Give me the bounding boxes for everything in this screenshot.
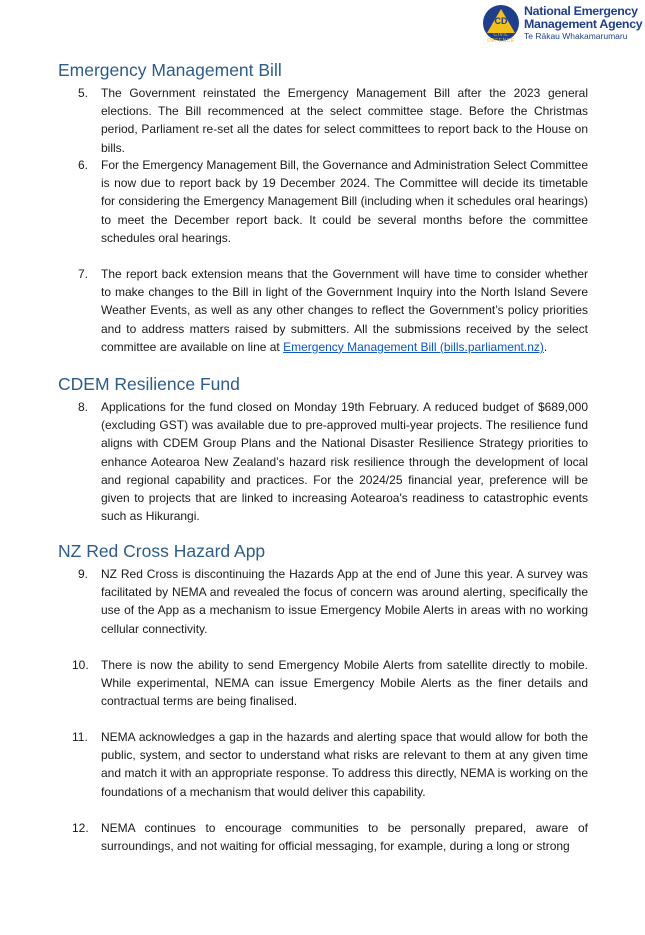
item-number: 12.	[72, 821, 89, 835]
item-number: 9.	[78, 567, 89, 581]
section-heading-nz-red-cross-hazard-app: NZ Red Cross Hazard App	[58, 541, 266, 561]
item-number: 8.	[78, 400, 89, 414]
item-number: 7.	[78, 267, 89, 281]
item-text: There is now the ability to send Emergency Mobile Alerts from satellite directly to mobile. While experimental, NEMA can issue Emergency Mobile Alerts as the finer details and contractual terms are being finalised.	[101, 658, 588, 709]
logo-line-2: Management Agency	[524, 16, 643, 31]
nema-logo	[483, 3, 643, 43]
logo-line-3: Te Rākau Whakamarumaru	[524, 31, 628, 42]
item-text: For the Emergency Management Bill, the Governance and Administration Select Committee is now due to report back by 19 December 2024. The Committee will decide its timetable for considering the Emergency Management Bill (including when it schedules oral hearings) to meet the December report back. It could be several months before the committee schedules oral hearings.	[101, 158, 588, 245]
item-text-with-link	[101, 265, 588, 356]
list-item-6	[58, 156, 588, 247]
list-item-11	[58, 728, 588, 801]
section-heading-cdem-resilience-fund: CDEM Resilience Fund	[58, 374, 240, 394]
list-item-5	[58, 84, 588, 157]
emergency-management-bill-link[interactable]: Emergency Management Bill (bills.parliament.nz)	[283, 339, 544, 354]
badge-text: CD	[494, 16, 508, 26]
item-text: The report back extension means that the Government will have time to consider whether to make changes to the Bill in light of the Government Inquiry into the North Island Severe Weather Events, as well as any other changes to reflect the Government’s policy priorities and to address matters raised by submitters. All the submissions received by the select committee are available on line at	[101, 267, 588, 354]
item-number: 5.	[78, 86, 89, 100]
logo-wordmark	[524, 5, 642, 40]
item-text: Applications for the fund closed on Monday 19th February. A reduced budget of $689,000 (excluding GST) was available due to pre-approved multi-year projects. The resilience fund aligns with CDEM Group Plans and the National Disaster Resilience Strategy priorities to enhance Aotearoa New Zealand’s hazard risk resilience through the development of local and regional capability and practices. For the 2024/25 financial year, preference will be given to projects that are linked to increasing Aotearoa's readiness to catastrophic events such as Hikurangi.	[101, 400, 588, 524]
section-heading-emergency-management-bill: Emergency Management Bill	[58, 60, 282, 80]
item-text: NZ Red Cross is discontinuing the Hazards App at the end of June this year. A survey was facilitated by NEMA and revealed the focus of concern was around alerting, specifically the use of the App as a mechanism to issue Emergency Mobile Alerts in areas with no working cellular connectivity.	[101, 567, 588, 636]
item-text: The Government reinstated the Emergency Management Bill after the 2023 general elections. The Bill recommenced at the select committee stage. Before the Christmas period, Parliament re-set all the dates for select committees to report back to the House on bills.	[101, 86, 588, 155]
logo-line-1: National Emergency	[524, 4, 638, 19]
item-text: NEMA continues to encourage communities to be personally prepared, aware of surroundings, and not waiting for official messaging, for example, during a long or strong	[101, 821, 588, 854]
item-number: 6.	[78, 158, 89, 172]
list-item-9	[58, 565, 588, 638]
list-item-12	[58, 819, 588, 855]
list-item-7	[58, 265, 588, 356]
item-number: 11.	[72, 730, 88, 744]
badge-ring-text: CIVIL DEFENCE	[487, 32, 515, 44]
item-number: 10.	[72, 658, 89, 672]
list-item-8	[58, 398, 588, 525]
list-item-10	[58, 656, 588, 711]
item-text-end: .	[543, 339, 548, 354]
item-text: NEMA acknowledges a gap in the hazards and alerting space that would allow for both the public, system, and sector to understand what risks are relevant to them at any given time and match it with an appropriate response. To address this directly, NEMA is working on the foundations of a mechanism that would deliver this capability.	[101, 730, 588, 799]
civil-defence-badge-icon	[483, 5, 519, 44]
